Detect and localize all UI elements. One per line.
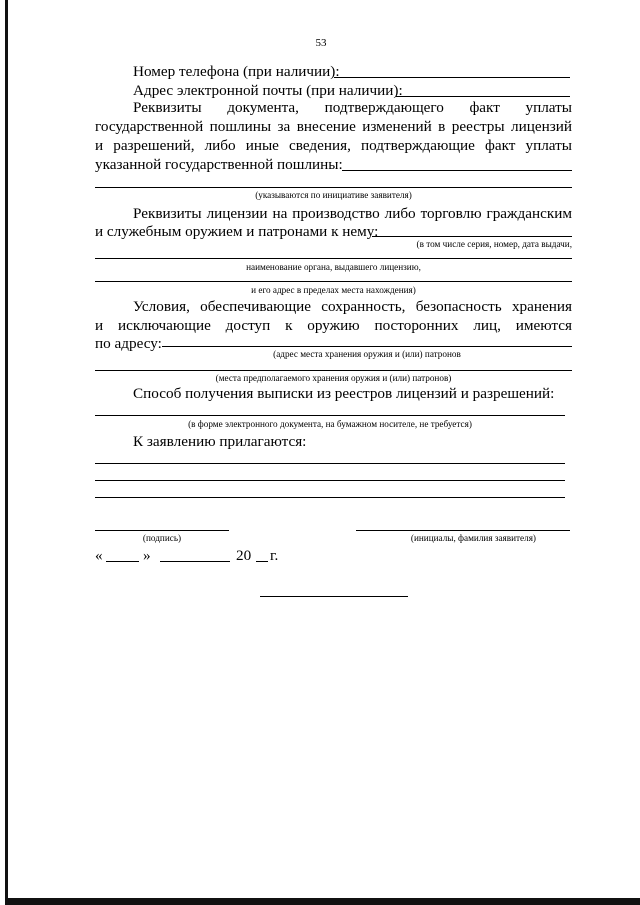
phone-label: Номер телефона (при наличии): bbox=[133, 63, 340, 80]
page-number: 53 bbox=[315, 37, 327, 49]
conditions-word: сохранность, bbox=[321, 298, 406, 315]
name-field[interactable] bbox=[356, 530, 570, 531]
license-line-2: и служебным оружием и патронами к нему: bbox=[95, 223, 379, 240]
attachment-line-1[interactable] bbox=[95, 463, 565, 464]
conditions-line-1 bbox=[133, 297, 572, 316]
payment-line-2: государственной пошлины за внесение изменений в реестры лицензий bbox=[95, 118, 572, 135]
conditions-word: безопасность bbox=[415, 298, 502, 315]
conditions-word: к bbox=[285, 317, 293, 334]
license-line-1: Реквизиты лицензии на производство либо торговлю гражданским bbox=[133, 205, 572, 222]
conditions-word: исключающие bbox=[117, 317, 211, 334]
phone-field[interactable] bbox=[334, 77, 570, 78]
extract-line-1: Способ получения выписки из реестров лицензий и разрешений: bbox=[133, 385, 555, 402]
email-label: Адрес электронной почты (при наличии): bbox=[133, 82, 403, 99]
conditions-word: имеются bbox=[515, 317, 572, 334]
date-year-field[interactable] bbox=[256, 561, 268, 562]
date-year-prefix: 20 bbox=[236, 547, 252, 564]
conditions-word: и bbox=[95, 317, 104, 334]
address-field-2[interactable] bbox=[95, 370, 572, 371]
conditions-word: хранения bbox=[511, 298, 572, 315]
date-day-field[interactable] bbox=[106, 561, 139, 562]
payment-word: факт bbox=[469, 99, 500, 116]
date-month-field[interactable] bbox=[160, 561, 230, 562]
conditions-word: лиц, bbox=[473, 317, 501, 334]
attachment-line-2[interactable] bbox=[95, 480, 565, 481]
payment-field[interactable] bbox=[342, 170, 572, 171]
conditions-caption-2: (места предполагаемого хранения оружия и (или) патронов) bbox=[215, 373, 452, 383]
address-field[interactable] bbox=[162, 346, 572, 347]
conditions-caption-1: (адрес места хранения оружия и (или) патронов bbox=[273, 349, 461, 359]
extract-caption: (в форме электронного документа, на бумажном носителе, не требуется) bbox=[188, 419, 472, 429]
payment-word: документа, bbox=[227, 99, 299, 116]
signature-caption: (подпись) bbox=[142, 533, 182, 543]
conditions-word: доступ bbox=[225, 317, 271, 334]
conditions-word: посторонних bbox=[374, 317, 459, 334]
extract-field[interactable] bbox=[95, 415, 565, 416]
end-divider bbox=[260, 596, 408, 597]
page-frame-left bbox=[5, 0, 8, 905]
date-close-quote: » bbox=[143, 547, 151, 564]
conditions-word: оружию bbox=[307, 317, 360, 334]
conditions-line-2 bbox=[95, 316, 572, 335]
conditions-line-3: по адресу: bbox=[95, 335, 162, 352]
conditions-word: обеспечивающие bbox=[200, 298, 312, 315]
page-frame-bottom bbox=[5, 898, 640, 905]
payment-line-3: и разрешений, либо иные сведения, подтверждающие факт уплаты bbox=[95, 137, 572, 154]
license-field[interactable] bbox=[372, 236, 572, 237]
email-field[interactable] bbox=[396, 96, 570, 97]
license-field-3[interactable] bbox=[95, 281, 572, 282]
payment-caption: (указываются по инициативе заявителя) bbox=[255, 190, 412, 200]
payment-line-4: указанной государственной пошлины: bbox=[95, 156, 343, 173]
attachment-line-3[interactable] bbox=[95, 497, 565, 498]
date-year-suffix: г. bbox=[270, 547, 279, 564]
payment-word: Реквизиты bbox=[133, 99, 202, 116]
payment-field-2[interactable] bbox=[95, 187, 572, 188]
payment-word: подтверждающего bbox=[324, 99, 444, 116]
date-open-quote: « bbox=[95, 547, 103, 564]
license-caption-2: наименование органа, выдавшего лицензию, bbox=[246, 262, 421, 272]
license-caption-3: и его адрес в пределах места нахождения) bbox=[251, 285, 416, 295]
attachments-label: К заявлению прилагаются: bbox=[133, 433, 307, 450]
name-caption: (инициалы, фамилия заявителя) bbox=[410, 533, 536, 543]
payment-line-1 bbox=[133, 98, 572, 117]
payment-word: уплаты bbox=[525, 99, 572, 116]
license-caption-1: (в том числе серия, номер, дата выдачи, bbox=[416, 239, 572, 249]
signature-field[interactable] bbox=[95, 530, 229, 531]
conditions-word: Условия, bbox=[133, 298, 190, 315]
license-field-2[interactable] bbox=[95, 258, 572, 259]
